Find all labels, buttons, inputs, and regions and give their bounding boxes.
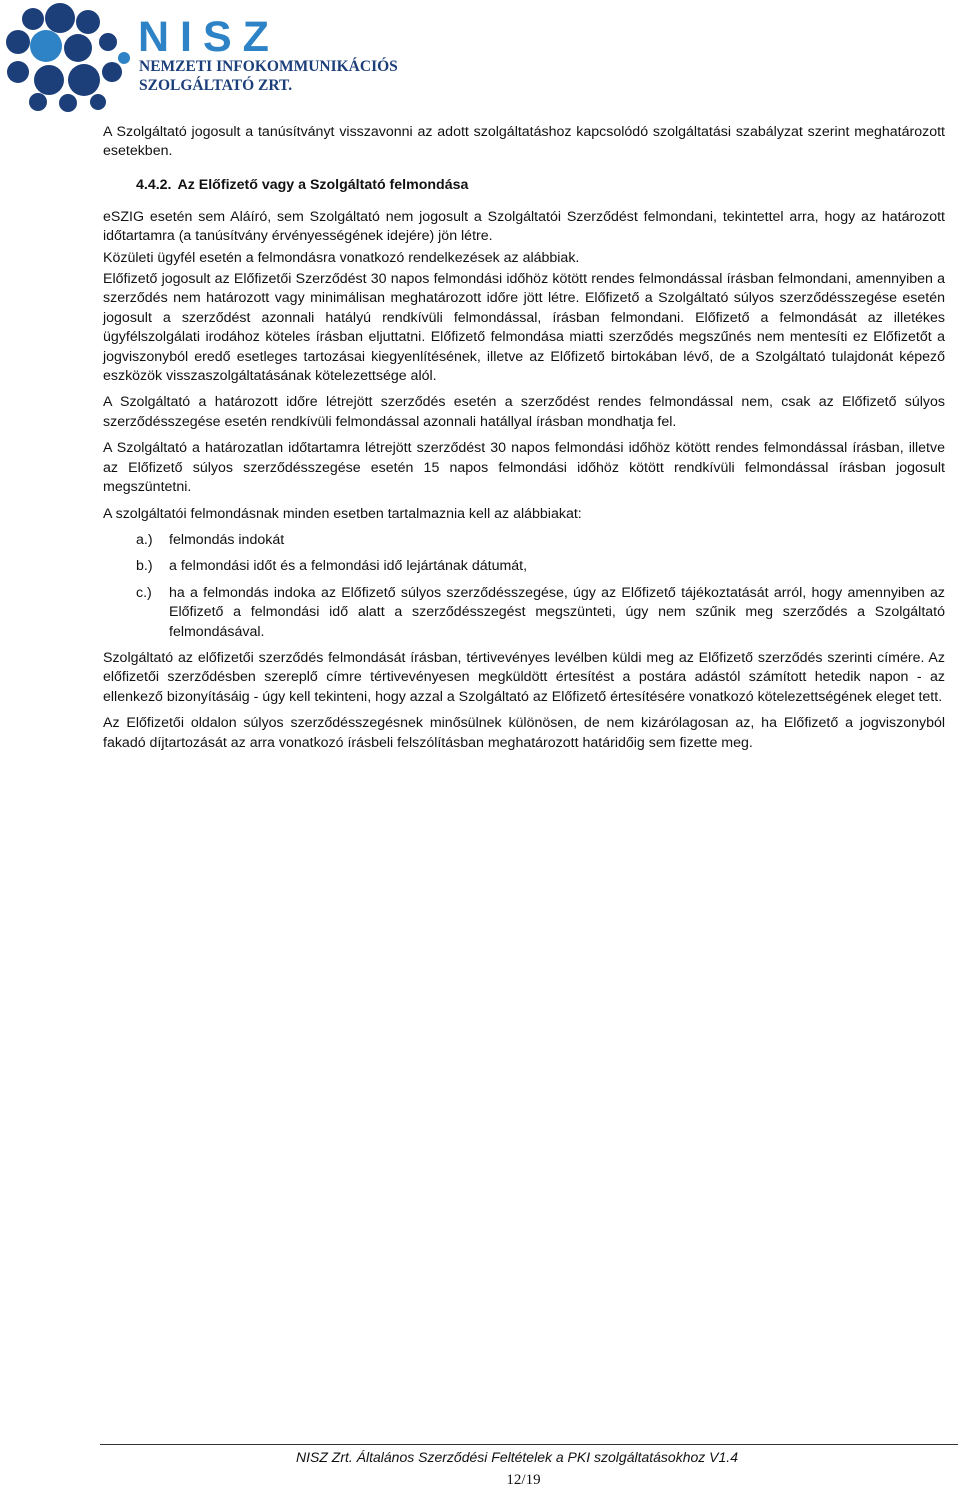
paragraph-kozuleti: Közületi ügyfél esetén a felmondásra vonatkozó rendelkezések az alábbiak. [103,249,580,266]
paragraph-ertesites: Szolgáltató az előfizetői szerződés felmondását írásban, tértivevényes levélben küldi meg az Előfizető szerződés szerinti címére. Az előfizetői szerződésben szereplő címre tértivevényesen megküldött értesítést a postára adástól számított hetedik napon - az ellenkező bizonyításáig - úgy kell tekinteni, hogy azzal a Szolgáltató az Előfizető értesítésére vonatkozó kötelezettségének eleget tett. [103,649,945,705]
document-body [103,123,945,753]
list-item [103,584,945,642]
paragraph-elofizeto-felmondas: Előfizető jogosult az Előfizetői Szerződést 30 napos felmondási időhöz kötött rendes felmondással írásban felmondani, amennyiben a szerződés nem határozott vagy minimálisan meghatározott időre jött létre. Előfizető a Szolgáltató súlyos szerződésszegése esetén jogosult a szerződést azonnali hatályú rendkívüli felmondással, írásban felmondani. Előfizető a felmondását az illetékes ügyfélszolgálati irodához köteles írásban eljuttatni. Előfizető felmondása miatti szerződés megszűnés nem mentesíti ez Előfizetőt a jogviszonyból eredő esetleges tartozásai kiegyenlítésének, illetve az Előfizető birtokában lévő, de a Szolgáltató tulajdonát képező eszközök visszaszolgáltatásának kötelezettsége alól. [103,271,945,385]
list-item-text: ha a felmondás indoka az Előfizető súlyos szerződésszegése, úgy az Előfizető tájékoztatását arról, hogy amennyiben az Előfizető a felmondási idő alatt a szerződésszegést megszünteti, úgy nem szűnik meg szerződés a Szolgáltató felmondásával. [169,584,945,640]
paragraph-hatarozott: A Szolgáltató a határozott időre létrejött szerződés esetén a szerződést rendes felmondással nem, csak az Előfizető súlyos szerződésszegése esetén rendkívüli felmondással azonnali hatállyal írásban mondhatja fel. [103,394,945,430]
section-title: Az Előfizető vagy a Szolgáltató felmondása [177,176,469,193]
logo-subtitle-line1: NEMZETI INFOKOMMUNIKÁCIÓS [139,58,398,75]
footer-divider [100,1444,958,1445]
footer-title: NISZ Zrt. Általános Szerződési Feltételek a PKI szolgáltatásokhoz V1.4 [296,1449,738,1465]
page-number: 12/19 [506,1472,541,1488]
list-item-label: b.) [136,558,153,575]
nisz-dots-logo-icon [4,2,134,114]
nisz-logo [4,2,404,114]
list-item-label: c.) [136,584,152,601]
paragraph-eszig: eSZIG esetén sem Aláíró, sem Szolgáltató nem jogosult a Szolgáltatói Szerződést felmondani, tekintettel arra, hogy az határozott időtartamra (a tanúsítvány érvényességének idejére) jön létre. [103,208,945,245]
section-number: 4.4.2. [136,176,172,193]
list-item-text: felmondás indokát [169,531,285,548]
paragraph-sulyos-szerzodesszeges: Az Előfizetői oldalon súlyos szerződésszegésnek minősülnek különösen, de nem kizárólagosan az, ha Előfizető a jogviszonyból fakadó díjtartozását az arra vonatkozó írásbeli felszólításban meghatározott határidőig sem fizette meg. [103,715,945,751]
list-item-text: a felmondási időt és a felmondási idő lejártának dátumát, [169,558,528,575]
logo-wordmark: NISZ [138,13,280,61]
logo-subtitle-line2: SZOLGÁLTATÓ ZRT. [139,77,293,94]
list-item [103,531,945,550]
intro-paragraph: A Szolgáltató jogosult a tanúsítványt visszavonni az adott szolgáltatáshoz kapcsolódó szolgáltatási szabályzat szerint meghatározott esetekben. [103,124,945,160]
section-heading [136,176,945,195]
paragraph-tartalom: A szolgáltatói felmondásnak minden esetben tartalmaznia kell az alábbiakat: [103,505,582,522]
paragraph-hatarozatlan: A Szolgáltató a határozatlan időtartamra létrejött szerződést 30 napos felmondási időhöz kötött rendes felmondással írásban, illetve az Előfizető súlyos szerződésszegése esetén 15 napos felmondási időhöz kötött rendkívüli felmondással írásban jogosult megszüntetni. [103,440,945,496]
requirements-list [103,531,945,642]
list-item-label: a.) [136,531,153,548]
list-item [103,557,945,576]
